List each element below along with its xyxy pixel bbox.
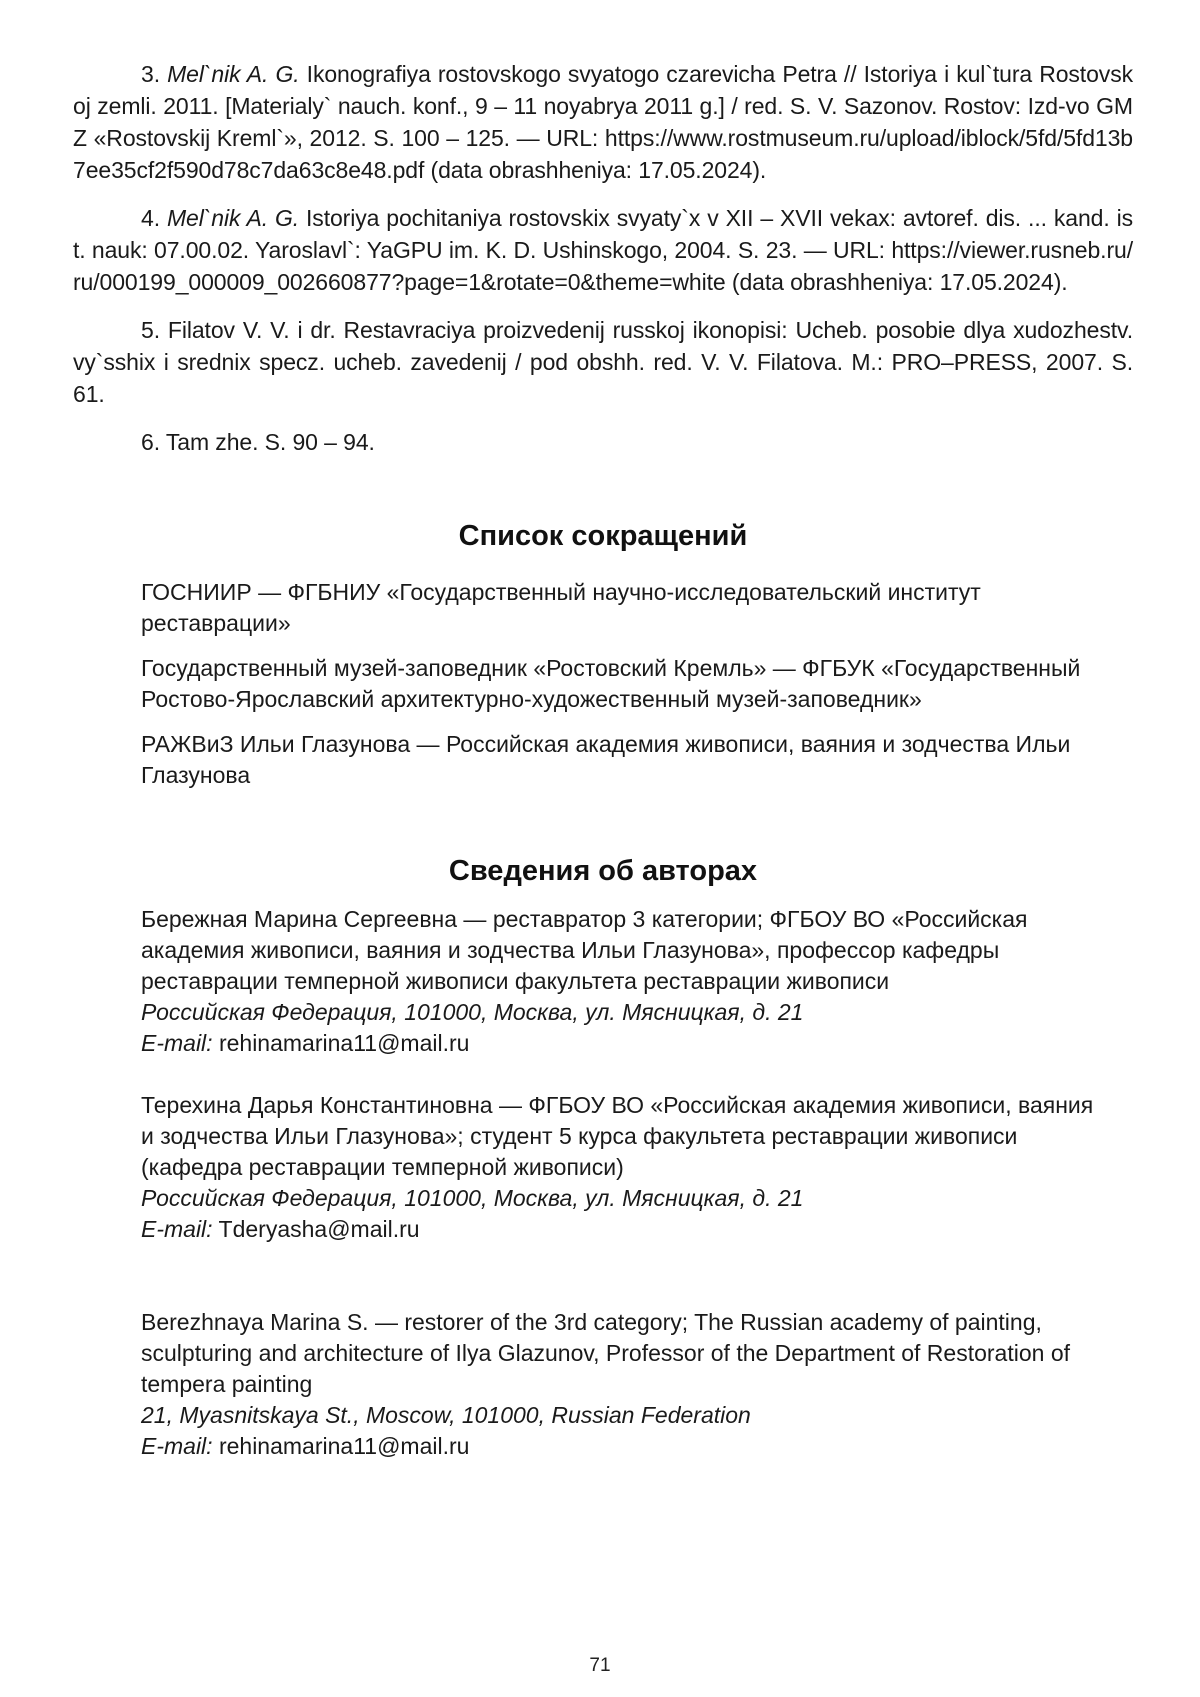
author-email-line [141,1028,1101,1059]
spacer [73,1059,1133,1090]
author-address: Российская Федерация, 101000, Москва, ул. Мясницкая, д. 21 [141,999,804,1025]
abbreviation-item: ГОСНИИР — ФГБНИУ «Государственный научно-исследовательский институт реставрации» [141,579,981,636]
reference-text: Ikonografiya rostovskogo svyatogo czarevicha Petra // Istoriya i kul`tura Rostovskoj zemli. 2011. [Materialy` nauch. konf., 9 – 11 noyabrya 2011 g.] / red. S. V. Sazonov. Rostov: Izd-vo GMZ «Rostovskij Kreml`», 2012. S. 100 – 125. — URL: https://www.rostmuseum.ru/upload/iblock/5fd/5fd13b7ee35cf2f590d78c7da63c8e48.pdf (data obrashheniya: 17.05.2024). [73,61,1133,183]
author-address: 21, Myasnitskaya St., Moscow, 101000, Russian Federation [141,1402,751,1428]
authors-title: Сведения об авторах [448,855,758,887]
email-label: E-mail: [141,1216,213,1242]
author-email[interactable]: rehinamarina11@mail.ru [218,1433,470,1459]
reference-number: 6. [141,429,160,455]
reference-3 [73,58,1133,186]
reference-author: Mel`nik A. G. [167,61,300,87]
reference-text: Filatov V. V. i dr. Restavraciya proizvedenij russkoj ikonopisi: Ucheb. posobie dlya xudozhestv. vy`sshix i srednix specz. ucheb. zavedenij / pod obshh. red. V. V. Filatova. M.: PRO–PRESS, 2007. S. 61. [73,317,1133,407]
reference-number: 5. [141,317,160,343]
reference-author: Mel`nik A. G. [166,205,300,231]
abbreviation-item: Государственный музей-заповедник «Ростовский Кремль» — ФГБУК «Государственный Ростово-Ярославский архитектурно-художественный музей-заповедник» [141,655,1081,712]
reference-6 [73,426,1133,458]
spacer [73,1245,1133,1307]
reference-number: 3. [141,61,160,87]
author-description: Berezhnaya Marina S. — restorer of the 3rd category; The Russian academy of painting, sculpturing and architecture of Ilya Glazunov, Professor of the Department of Restoration of tempera painting [141,1309,1070,1397]
email-label: E-mail: [141,1030,213,1056]
abbreviation-item: РАЖВиЗ Ильи Глазунова — Российская академия живописи, ваяния и зодчества Ильи Глазунова [141,731,1071,788]
reference-5 [73,314,1133,410]
author-email-line [141,1214,1101,1245]
abbreviations-title: Список сокращений [458,520,748,552]
author-description: Терехина Дарья Константиновна — ФГБОУ ВО «Российская академия живописи, ваяния и зодчества Ильи Глазунова»; студент 5 курса факультета реставрации живописи (кафедра реставрации темперной живописи) [141,1092,1094,1180]
reference-number: 4. [141,205,160,231]
author-email-line [141,1431,1101,1462]
author-entry [141,904,1101,1059]
author-address: Российская Федерация, 101000, Москва, ул. Мясницкая, д. 21 [141,1185,804,1211]
reference-text: Istoriya pochitaniya rostovskix svyaty`x v XII – XVII vekax: avtoref. dis. ... kand. ist. nauk: 07.00.02. Yaroslavl`: YaGPU im. K. D. Ushinskogo, 2004. S. 23. — URL: https://viewer.rusneb.ru/ru/000199_000009_002660877?page=1&rotate=0&theme=white (data obrashheniya: 17.05.2024). [73,205,1134,295]
author-description: Бережная Марина Сергеевна — реставратор 3 категории; ФГБОУ ВО «Российская академия живописи, ваяния и зодчества Ильи Глазунова», профессор кафедры реставрации темперной живописи факультета реставрации живописи [141,906,1028,994]
email-label: E-mail: [141,1433,213,1459]
reference-4 [73,202,1133,298]
page-content [73,58,1133,1462]
author-email[interactable]: rehinamarina11@mail.ru [218,1030,470,1056]
page-number: 71 [589,1655,611,1676]
author-entry [141,1307,1101,1462]
author-email[interactable]: Tderyasha@mail.ru [218,1216,420,1242]
author-entry [141,1090,1101,1245]
reference-text: Tam zhe. S. 90 – 94. [165,429,375,455]
